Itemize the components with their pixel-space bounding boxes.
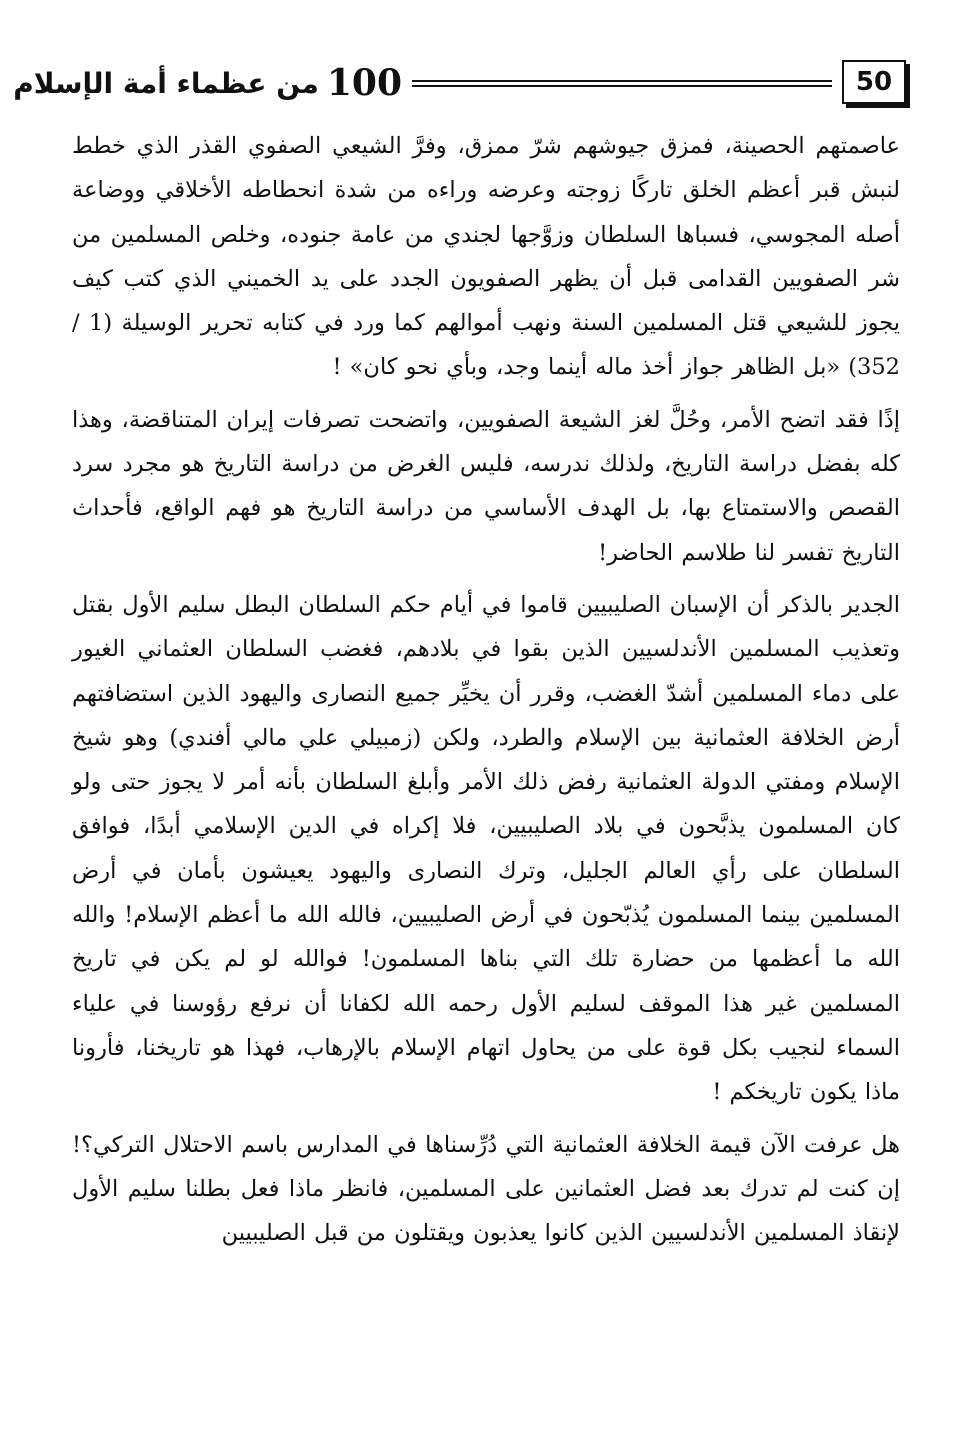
body-text: [72, 124, 900, 1255]
paragraph: إذًا فقد اتضح الأمر، وحُلَّ لغز الشيعة الصفويين، واتضحت تصرفات إيران المتناقضة، وهذا كله بفضل دراسة التاريخ، ولذلك ندرسه، فليس الغرض من دراسة التاريخ هو مجرد سرد القصص والاستمتاع بها، بل الهدف الأساسي من دراسة التاريخ هو فهم الواقع، فأحداث التاريخ تفسر لنا طلاسم الحاضر!: [72, 406, 900, 566]
book-title-number: 100: [326, 62, 402, 104]
paragraph: الجدير بالذكر أن الإسبان الصليبيين قاموا في أيام حكم السلطان البطل سليم الأول بقتل وتعذيب المسلمين الأندلسيين الذين بقوا في بلادهم، فغضب السلطان العثماني الغيور على دماء المسلمين أشدّ الغضب، وقرر أن يخيِّر جميع النصارى واليهود الذين استضافتهم أرض الخلافة العثمانية بين الإسلام والطرد، ولكن (زمبيلي علي مالي أفندي) وهو شيخ الإسلام ومفتي الدولة العثمانية رفض ذلك الأمر وأبلغ السلطان بأنه أمر لا يجوز حتى ولو كان المسلمون يذبَّحون في بلاد الصليبيين، فلا إكراه في الدين الإسلامي أبدًا، فوافق السلطان على رأي العالم الجليل، وترك النصارى واليهود يعيشون بأمان في أرض المسلمين بينما المسلمون يُذبّحون في أرض الصليبيين، فالله الله ما أعظم الإسلام! والله الله ما أعظمها من حضارة تلك التي بناها المسلمون! فوالله لو لم يكن في تاريخ المسلمين غير هذا الموقف لسليم الأول رحمه الله لكفانا أن نرفع رؤوسنا في علياء السماء لنجيب بكل قوة على من يحاول اتهام الإسلام بالإرهاب، فهذا هو تاريخنا، فأرونا ماذا يكون تاريخكم !: [72, 591, 900, 1106]
page-number: 50: [842, 60, 906, 104]
running-header: [13, 58, 910, 110]
paragraph: هل عرفت الآن قيمة الخلافة العثمانية التي دُرِّسناها في المدارس باسم الاحتلال التركي؟! إن كنت لم تدرك بعد فضل العثمانين على المسلمين، فانظر ماذا فعل بطلنا سليم الأول لإنقاذ المسلمين الأندلسيين الذين كانوا يعذبون ويقتلون من قبل الصليبيين: [72, 1131, 900, 1247]
header-rule: [412, 80, 832, 87]
paragraph: عاصمتهم الحصينة، فمزق جيوشهم شرّ ممزق، وفرَّ الشيعي الصفوي القذر الذي خطط لنبش قبر أعظم الخلق تاركًا زوجته وعرضه وراءه من شدة انحطاطه الأخلاقي ووضاعة أصله المجوسي، فسباها السلطان وزوَّجها لجندي من عامة جنوده، وخلص المسلمين من شر الصفويين القدامى قبل أن يظهر الصفويون الجدد على يد الخميني الذي كتب كيف يجوز للشيعي قتل المسلمين السنة ونهب أموالهم كما ورد في كتابه تحرير الوسيلة (1 / 352) «بل الظاهر جواز أخذ ماله أينما وجد، وبأي نحو كان» !: [72, 133, 900, 381]
book-title: [13, 58, 402, 108]
book-title-text: من عظماء أمة الإسلام: [13, 66, 319, 100]
